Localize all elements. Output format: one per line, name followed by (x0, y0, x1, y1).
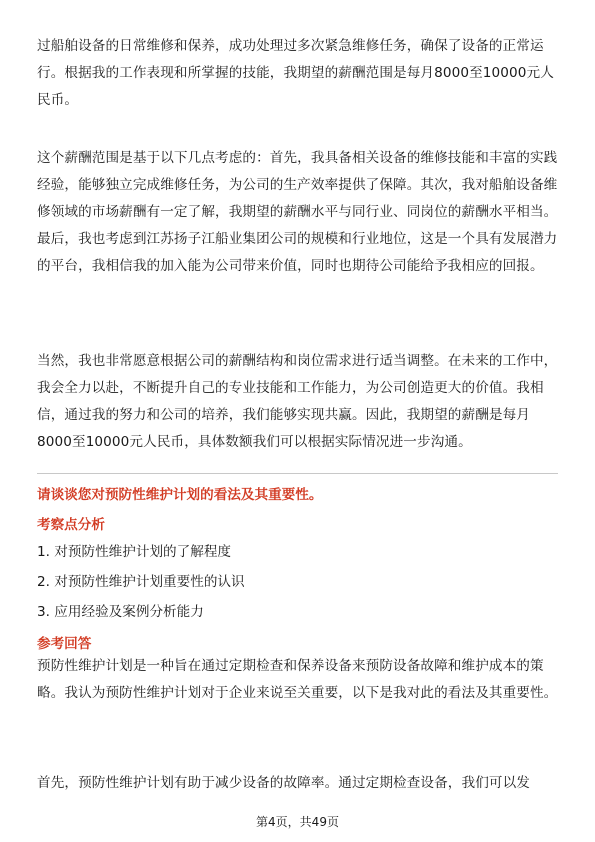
paragraph-answer-intro: 预防性维护计划是一种旨在通过定期检查和保养设备来预防设备故障和维护成本的策略。我认为预防性维护计划对于企业来说至关重要，以下是我对此的看法及其重要性。 (37, 658, 558, 701)
list-item: 1. 对预防性维护计划的了解程度 (37, 544, 232, 560)
page-number: 第4页，共49页 (256, 815, 339, 829)
paragraph-salary-intro: 过船舶设备的日常维修和保养，成功处理过多次紧急维修任务，确保了设备的正常运行。根据我的工作表现和所掌握的技能，我期望的薪酬范围是每月8000至10000元人民币。 (37, 38, 554, 108)
paragraph-salary-conclusion: 当然，我也非常愿意根据公司的薪酬结构和岗位需求进行适当调整。在未来的工作中，我会全力以赴，不断提升自己的专业技能和工作能力，为公司创造更大的价值。我相信，通过我的努力和公司的培养，我们能够实现共赢。因此，我期望的薪酬是每月8000至10000元人民币，具体数额我们可以根据实际情况进一步沟通。 (37, 353, 558, 450)
list-item: 2. 对预防性维护计划重要性的认识 (37, 574, 245, 590)
section-divider (37, 473, 558, 474)
question-heading: 请谈谈您对预防性维护计划的看法及其重要性。 (37, 487, 323, 503)
analysis-list (37, 537, 245, 627)
analysis-title: 考察点分析 (37, 517, 105, 533)
list-item: 3. 应用经验及案例分析能力 (37, 604, 204, 620)
paragraph-answer-first-point: 首先，预防性维护计划有助于减少设备的故障率。通过定期检查设备，我们可以发 (37, 775, 530, 791)
paragraph-salary-reasons: 这个薪酬范围是基于以下几点考虑的：首先，我具备相关设备的维修技能和丰富的实践经验，能够独立完成维修任务，为公司的生产效率提供了保障。其次，我对船舶设备维修领域的市场薪酬有一定了解，我期望的薪酬水平与同行业、同岗位的薪酬水平相当。最后，我也考虑到江苏扬子江船业集团公司的规模和行业地位，这是一个具有发展潜力的平台，我相信我的加入能为公司带来价值，同时也期待公司能给予我相应的回报。 (37, 150, 558, 274)
answer-title: 参考回答 (37, 636, 92, 652)
